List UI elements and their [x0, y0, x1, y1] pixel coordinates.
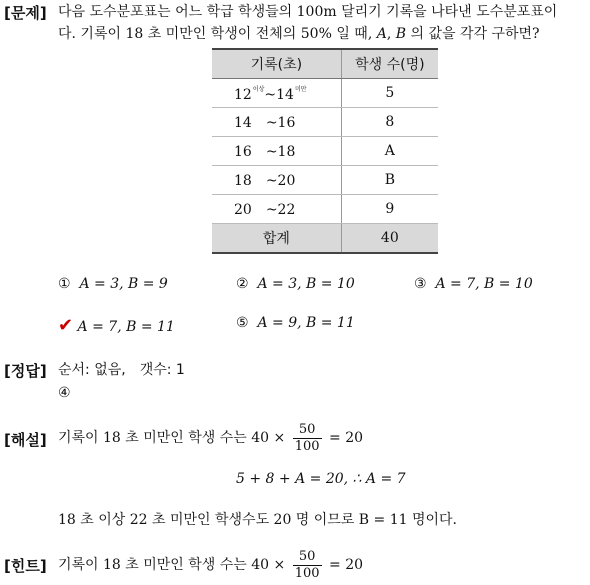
option-marker: ①	[58, 276, 71, 292]
total-value: 40	[341, 224, 438, 254]
answer-label: [정답]	[4, 362, 47, 380]
option-1[interactable]	[58, 276, 168, 292]
frequency-table	[212, 48, 438, 254]
option-4[interactable]	[58, 315, 175, 336]
option-marker: ③	[414, 276, 427, 292]
range-cell: 18 ~20	[212, 166, 341, 195]
fraction-denominator: 100	[294, 438, 320, 454]
range-to-sup: 미만	[294, 85, 307, 93]
table-total-row	[212, 224, 438, 254]
count-cell: 9	[341, 195, 438, 224]
range-to: ~14	[264, 86, 294, 103]
option-text: A = 3, B = 10	[257, 276, 355, 292]
fraction-denominator: 100	[294, 565, 320, 581]
fraction-numerator: 50	[293, 422, 322, 439]
problem-label: [문제]	[4, 4, 47, 22]
explanation-line3: 18 초 이상 22 초 미만인 학생수도 20 명 이므로 B = 11 명이다.	[58, 512, 458, 528]
option-text: A = 7, B = 11	[77, 319, 175, 335]
explanation-line1-suffix: = 20	[329, 430, 364, 446]
count-cell: A	[341, 137, 438, 166]
hint-line1-prefix: 기록이 18 초 미만인 학생 수는 40 ×	[58, 557, 286, 573]
range-cell: 16 ~18	[212, 137, 341, 166]
explanation-line1-prefix: 기록이 18 초 미만인 학생 수는 40 ×	[58, 430, 286, 446]
table-row	[212, 137, 438, 166]
problem-line2-end: 의 값을 각각 구하면?	[406, 26, 540, 42]
variable-b: B	[395, 26, 407, 42]
explanation-line1	[58, 418, 363, 458]
explanation-line2: 5 + 8 + A = 20, ∴ A = 7	[236, 471, 406, 487]
count-cell: B	[341, 166, 438, 195]
count-cell: 5	[341, 79, 438, 108]
fraction-numerator: 50	[293, 549, 322, 566]
problem-line2-start: 다. 기록이 18 초 미만인 학생이 전체의 50% 일 때,	[58, 26, 377, 42]
table-row	[212, 195, 438, 224]
option-5[interactable]	[236, 315, 355, 331]
problem-text-line1: 다음 도수분포표는 어느 학급 학생들의 100m 달리기 기록을 나타낸 도수분포표이	[58, 4, 558, 20]
variable-a: A	[376, 26, 387, 42]
check-mark-icon: ✔	[58, 315, 74, 336]
option-3[interactable]	[414, 276, 533, 292]
column-header-count: 학생 수(명)	[341, 49, 438, 79]
answer-line2: ④	[58, 385, 71, 401]
option-text: A = 9, B = 11	[257, 315, 355, 331]
option-2[interactable]	[236, 276, 355, 292]
table-row	[212, 166, 438, 195]
fraction	[293, 422, 322, 455]
table-row	[212, 79, 438, 108]
range-cell	[212, 79, 341, 108]
explanation-label: [해설]	[4, 431, 47, 449]
problem-text-line2	[58, 24, 540, 44]
hint-label: [힌트]	[4, 557, 47, 575]
option-marker: ⑤	[236, 315, 249, 331]
option-text: A = 7, B = 10	[435, 276, 533, 292]
range-from-sup: 이상	[252, 85, 265, 93]
count-cell: 8	[341, 108, 438, 137]
hint-line1-suffix: = 20	[329, 557, 364, 573]
range-cell: 20 ~22	[212, 195, 341, 224]
hint-line1	[58, 545, 363, 585]
answer-line1: 순서: 없음, 갯수: 1	[58, 362, 185, 378]
table-header-row	[212, 49, 438, 79]
option-text: A = 3, B = 9	[79, 276, 168, 292]
range-cell: 14 ~16	[212, 108, 341, 137]
range-from: 12	[234, 86, 252, 103]
column-header-record: 기록(초)	[212, 49, 341, 79]
fraction	[293, 549, 322, 582]
comma: ,	[386, 26, 396, 42]
table-row	[212, 108, 438, 137]
total-label: 합계	[212, 224, 341, 254]
option-marker: ②	[236, 276, 249, 292]
